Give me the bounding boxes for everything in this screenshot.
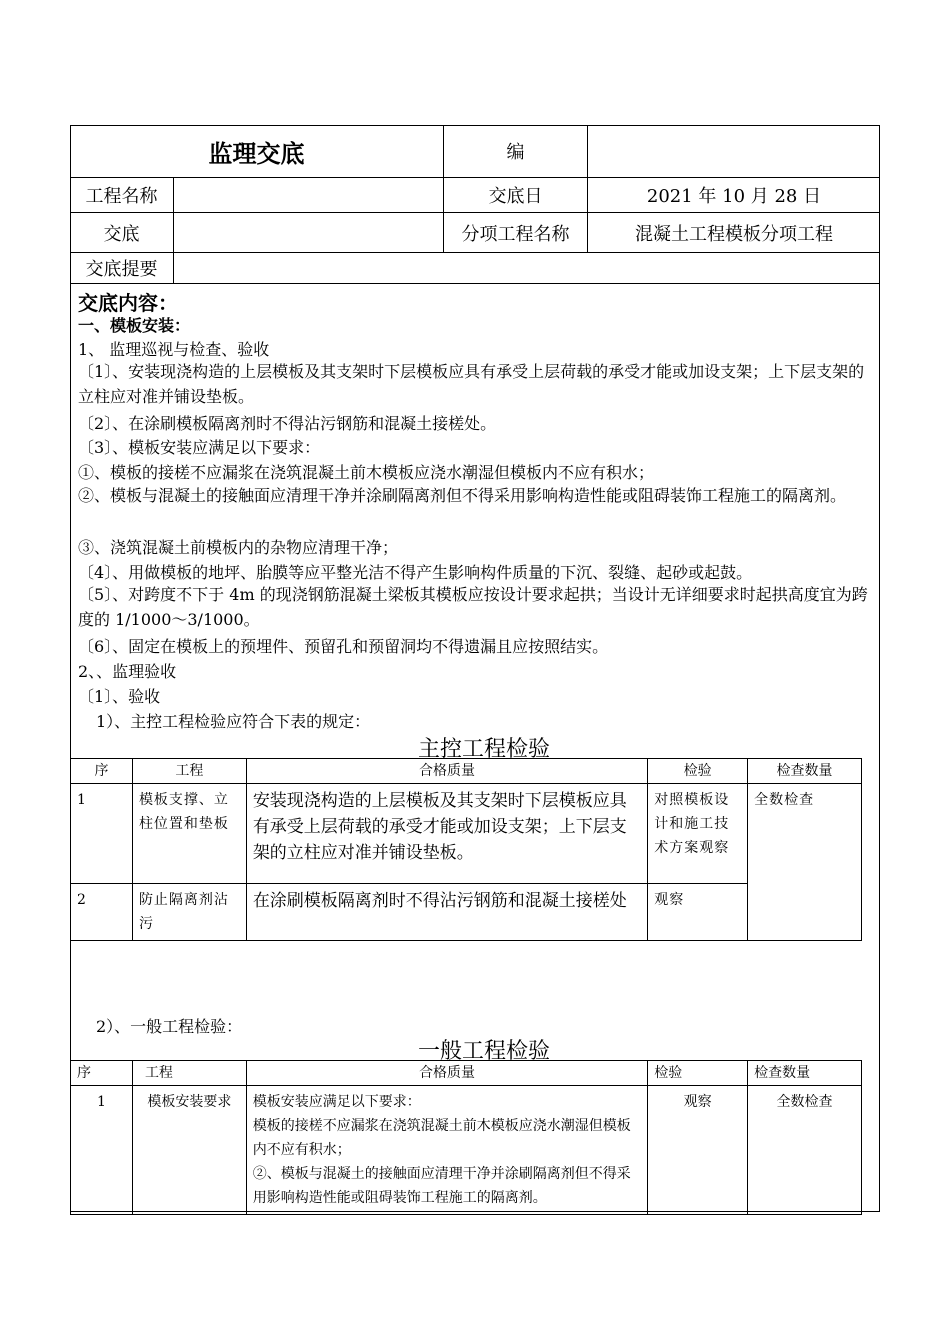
general-table-title: 一般工程检验 [418,1039,551,1064]
header-no: 序 [71,1061,133,1086]
paragraph-5: 〔5〕、对跨度不下于 4m 的现浇钢筋混凝土梁板其模板应按设计要求起拱；当设计无详细要求时起拱高度宜为跨度的 1/1000～3/1000。 [78,585,868,629]
paragraph-2: 〔2〕、在涂刷模板隔离剂时不得沾污钢筋和混凝土接槎处。 [78,414,497,433]
date-value-cell [588,178,880,213]
doc-title: 监理交底 [208,138,305,168]
general-intro: 2）、一般工程检验： [96,1017,243,1036]
summary-label: 交底提要 [85,259,158,280]
paragraph-6: 〔6〕、固定在模板上的预埋件、预留孔和预留洞均不得遗漏且应按照结实。 [78,637,609,656]
date-label: 交底日 [488,186,543,207]
paragraph-4: 〔4〕、用做模板的地坪、胎膜等应平整光洁不得产生影响构件质量的下沉、裂缝、起砂或起鼓。 [78,563,753,582]
row-method: 对照模板设计和施工技术方案观察 [648,784,748,884]
jiaodi-label-cell [70,213,174,253]
paragraph-1: 〔1〕、安装现浇构造的上层模板及其支架时下层模板应具有承受上层荷载的承受才能或加设支架；上下层支架的立柱应对准并铺设垫板。 [78,362,865,406]
quality-line: 模板安装应满足以下要求： [252,1094,421,1110]
content-heading: 交底内容： [78,291,178,315]
row-quality: 在涂刷模板隔离剂时不得沾污钢筋和混凝土接槎处 [246,884,647,941]
main-intro: 1）、主控工程检验应符合下表的规定： [96,712,371,731]
project-name-label-cell [70,178,174,213]
bian-label-cell [444,125,588,178]
header-item: 工程 [132,759,246,784]
header-method: 检验 [648,1061,748,1086]
date-label-cell [444,178,588,213]
bian-value-cell [588,125,880,178]
item-1: 1、 监理巡视与检查、验收 [78,340,270,359]
table-row [71,1086,862,1215]
main-table-title: 主控工程检验 [418,737,551,762]
jiaodi-value-cell [174,213,444,253]
section-1-heading: 一、模板安装： [78,316,191,335]
main-table-header [71,759,862,784]
row-no: 1 [71,784,133,884]
item-2: 2、、监理验收 [78,662,177,681]
header-count: 检查数量 [748,759,862,784]
paragraph-3a: ①、模板的接槎不应漏浆在浇筑混凝土前木模板应浇水潮湿但模板内不应有积水； [78,463,655,482]
bian-label: 编 [506,142,525,163]
main-table [70,758,862,941]
sub-project-value-cell [588,213,880,253]
quality-line: ②、模板与混凝土的接触面应清理干净并涂刷隔离剂但不得采用影响构造性能或阻碍装饰工程施工的隔离剂。 [252,1166,631,1206]
summary-value-cell [174,253,880,284]
row-method: 观察 [648,1086,748,1215]
row-no: 2 [71,884,133,941]
row-count: 全数检查 [748,784,862,941]
paragraph-3: 〔3〕、模板安装应满足以下要求： [78,438,321,457]
row-method: 观察 [648,884,748,941]
table-row [71,884,862,941]
header-count: 检查数量 [748,1061,862,1086]
header-no: 序 [71,759,133,784]
paragraph-3c: ③、浇筑混凝土前模板内的杂物应清理干净； [78,538,399,557]
header-item: 工程 [132,1061,246,1086]
row-item: 模板安装要求 [132,1086,246,1215]
sub-project-label: 分项工程名称 [461,223,570,245]
row-item: 防止隔离剂沾污 [132,884,246,941]
yanshou: 〔1〕、验收 [78,687,161,706]
sub-project-value: 混凝土工程模板分项工程 [635,223,833,245]
row-count: 全数检查 [748,1086,862,1215]
row-item: 模板支撑、立柱位置和垫板 [132,784,246,884]
project-name-value-cell [174,178,444,213]
general-table-header [71,1061,862,1086]
paragraph-3b: ②、模板与混凝土的接触面应清理干净并涂刷隔离剂但不得采用影响构造性能或阻碍装饰工程施工的隔离剂。 [78,486,847,505]
general-table [70,1060,862,1215]
header-quality: 合格质量 [246,1061,647,1086]
quality-line: 模板的接槎不应漏浆在浇筑混凝土前木模板应浇水潮湿但模板内不应有积水； [252,1118,631,1158]
row-no: 1 [71,1086,133,1215]
summary-label-cell [70,253,174,284]
sub-project-label-cell [444,213,588,253]
header-method: 检验 [648,759,748,784]
title-cell [70,125,444,178]
header-quality: 合格质量 [246,759,647,784]
jiaodi-label: 交底 [103,223,140,245]
project-name-label: 工程名称 [85,186,158,207]
row-quality: 安装现浇构造的上层模板及其支架时下层模板应具有承受上层荷载的承受才能或加设支架；上下层支架的立柱应对准并铺设垫板。 [246,784,647,884]
table-row [71,784,862,884]
date-value: 2021 年 10 月 28 日 [646,186,822,207]
row-quality [246,1086,647,1215]
